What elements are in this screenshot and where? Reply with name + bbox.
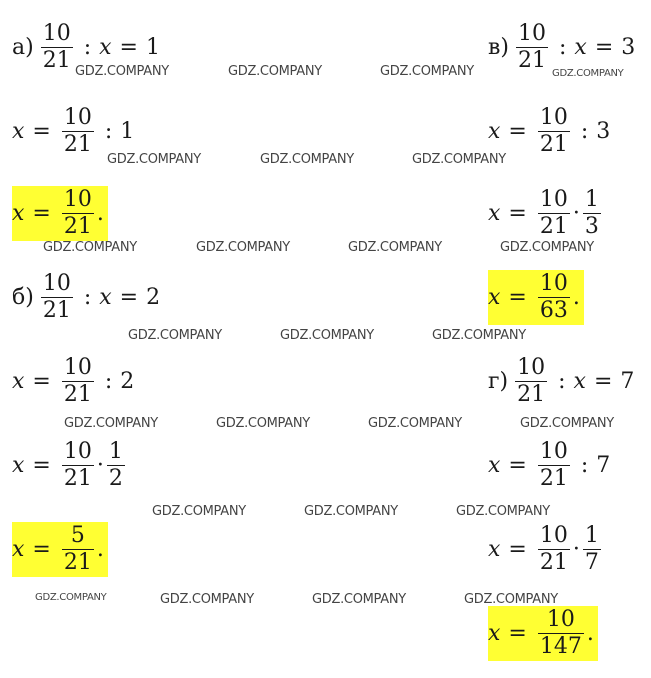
fraction-10-21: $\frac{10}{21}$: [539, 522, 568, 575]
watermark: GDZ.COMPANY: [216, 416, 310, 431]
watermark: GDZ.COMPANY: [500, 240, 594, 255]
watermark: GDZ.COMPANY: [280, 328, 374, 343]
task-v-statement: в) $\frac{10}{21}$ : x = 3: [488, 20, 636, 73]
watermark: GDZ.COMPANY: [43, 240, 137, 255]
task-g-step2: x = $\frac{10}{21}$ · $\frac{1}{7}$: [488, 522, 599, 575]
watermark: GDZ.COMPANY: [260, 152, 354, 167]
task-g-statement: г) $\frac{10}{21}$ : x = 7: [488, 354, 635, 407]
watermark: GDZ.COMPANY: [128, 328, 222, 343]
watermark: GDZ.COMPANY: [368, 416, 462, 431]
watermark: GDZ.COMPANY: [520, 416, 614, 431]
watermark: GDZ.COMPANY: [464, 592, 558, 607]
watermark: GDZ.COMPANY: [432, 328, 526, 343]
answer-highlight: x = $\frac{10}{21}$ .: [12, 186, 108, 241]
task-b-answer: [12, 522, 108, 576]
answer-highlight: x = $\frac{10}{147}$ .: [488, 606, 598, 661]
fraction-5-21: $\frac{5}{21}$: [63, 522, 92, 575]
task-b-step1: x = $\frac{10}{21}$ : 2: [12, 354, 135, 407]
task-g-step1: x = $\frac{10}{21}$ : 7: [488, 438, 611, 491]
watermark: GDZ.COMPANY: [380, 64, 474, 79]
fraction-10-21: $\frac{10}{21}$: [63, 104, 92, 157]
task-v-step1: x = $\frac{10}{21}$ : 3: [488, 104, 611, 157]
watermark: GDZ.COMPANY: [228, 64, 322, 79]
fraction-10-21: $\frac{10}{21}$: [539, 104, 568, 157]
task-a-label: а): [12, 34, 34, 60]
task-b-label: б): [12, 284, 34, 310]
watermark: GDZ.COMPANY: [75, 64, 169, 79]
task-v-label: в): [488, 34, 509, 60]
answer-highlight: x = $\frac{10}{63}$ .: [488, 270, 584, 325]
watermark: GDZ.COMPANY: [107, 152, 201, 167]
fraction-10-63: $\frac{10}{63}$: [539, 270, 568, 323]
fraction-10-21: $\frac{10}{21}$: [42, 270, 71, 323]
watermark: GDZ.COMPANY: [35, 592, 107, 603]
watermark: GDZ.COMPANY: [152, 504, 246, 519]
task-a-answer: [12, 186, 108, 240]
task-b-step2: x = $\frac{10}{21}$ · $\frac{1}{2}$: [12, 438, 123, 491]
task-v-step2: x = $\frac{10}{21}$ · $\frac{1}{3}$: [488, 186, 599, 239]
fraction-10-21: $\frac{10}{21}$: [63, 354, 92, 407]
fraction-10-21: $\frac{10}{21}$: [63, 186, 92, 239]
fraction-10-21: $\frac{10}{21}$: [539, 186, 568, 239]
fraction-10-21: $\frac{10}{21}$: [517, 354, 546, 407]
fraction-10-21: $\frac{10}{21}$: [42, 20, 71, 73]
fraction-10-147: $\frac{10}{147}$: [539, 606, 582, 659]
fraction-10-21: $\frac{10}{21}$: [517, 20, 546, 73]
fraction-1-7: $\frac{1}{7}$: [584, 522, 599, 575]
watermark: GDZ.COMPANY: [160, 592, 254, 607]
task-b-statement: б) $\frac{10}{21}$ : x = 2: [12, 270, 161, 323]
task-g-answer: [488, 606, 598, 660]
watermark: GDZ.COMPANY: [348, 240, 442, 255]
watermark: GDZ.COMPANY: [552, 68, 624, 79]
watermark: GDZ.COMPANY: [304, 504, 398, 519]
watermark: GDZ.COMPANY: [196, 240, 290, 255]
watermark: GDZ.COMPANY: [64, 416, 158, 431]
watermark: GDZ.COMPANY: [456, 504, 550, 519]
task-a-step1: x = $\frac{10}{21}$ : 1: [12, 104, 135, 157]
task-a-statement: а) $\frac{10}{21}$ : x = 1: [12, 20, 160, 73]
answer-highlight: x = $\frac{5}{21}$ .: [12, 522, 108, 577]
fraction-1-3: $\frac{1}{3}$: [584, 186, 599, 239]
fraction-10-21: $\frac{10}{21}$: [539, 438, 568, 491]
watermark: GDZ.COMPANY: [412, 152, 506, 167]
task-v-answer: [488, 270, 584, 324]
task-g-label: г): [488, 368, 509, 394]
fraction-10-21: $\frac{10}{21}$: [63, 438, 92, 491]
fraction-1-2: $\frac{1}{2}$: [108, 438, 123, 491]
watermark: GDZ.COMPANY: [312, 592, 406, 607]
